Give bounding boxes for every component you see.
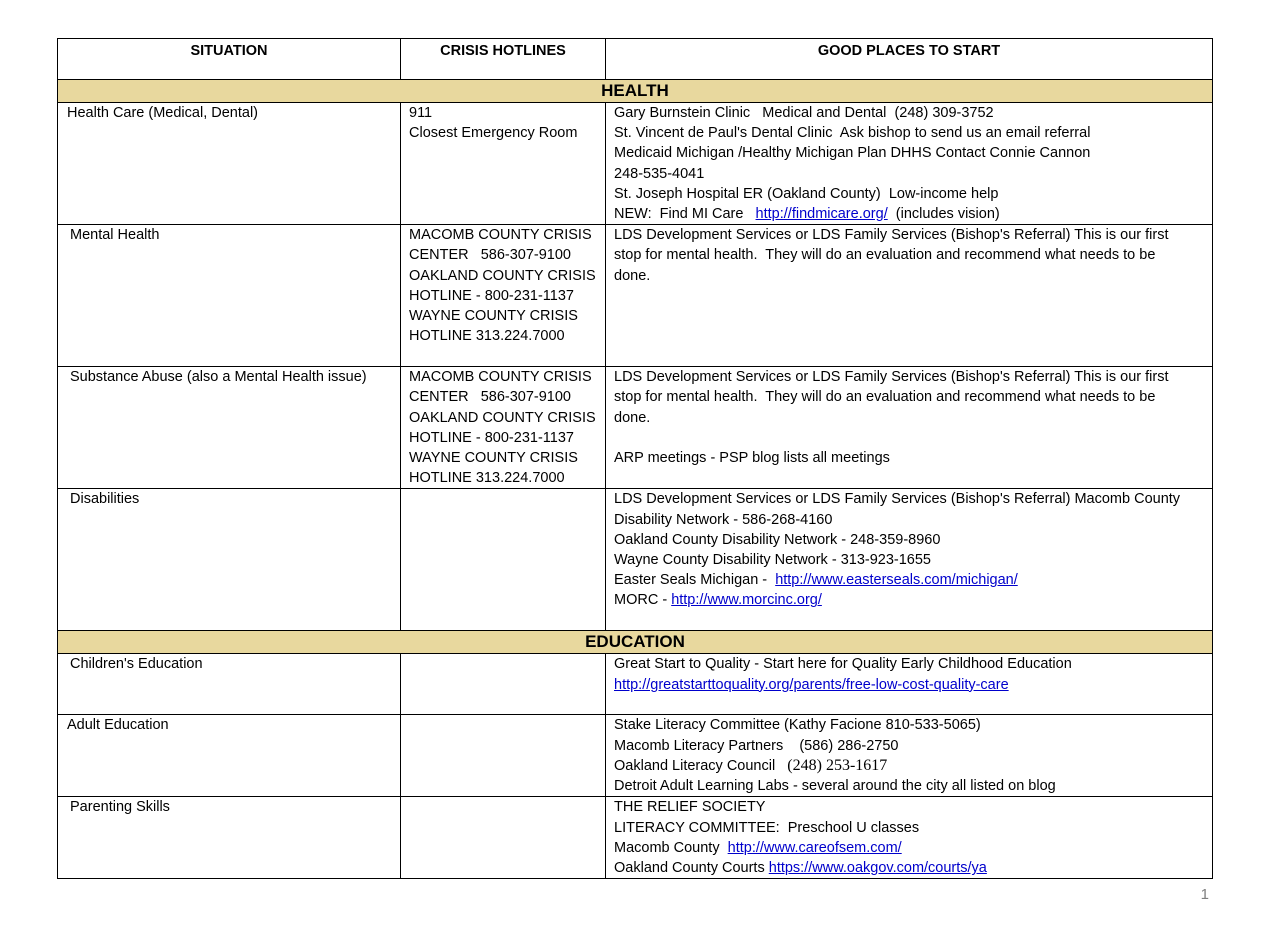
situation-label: Disabilities — [70, 491, 140, 508]
place-line: THE RELIEF SOCIETY — [614, 799, 766, 816]
place-line: Wayne County Disability Network - 313-923-1655 — [614, 552, 931, 569]
table-row — [58, 654, 1213, 715]
place-line: LITERACY COMMITTEE: Preschool U classes — [614, 819, 920, 836]
place-line: done. — [614, 267, 651, 284]
situation-label: Adult Education — [67, 717, 169, 734]
hotline-line: OAKLAND COUNTY CRISIS — [409, 267, 596, 284]
header-situation: SITUATION — [58, 39, 401, 80]
place-line: Great Start to Quality - Start here for Quality Early Childhood Education — [614, 656, 1072, 673]
table-row — [58, 103, 1213, 225]
places-cell — [606, 654, 1213, 715]
morc-prefix: MORC - — [614, 592, 672, 609]
table-row — [58, 489, 1213, 631]
table-row — [58, 715, 1213, 797]
great-start-link[interactable]: http://greatstarttoquality.org/parents/free-low-cost-quality-care — [614, 676, 1009, 693]
section-education-row — [58, 631, 1213, 654]
hotline-line: HOTLINE - 800-231-1137 — [409, 429, 574, 446]
place-line: Stake Literacy Committee (Kathy Facione 810-533-5065) — [614, 717, 981, 734]
place-line: St. Joseph Hospital ER (Oakland County) Low-income help — [614, 185, 999, 202]
place-line — [614, 838, 1212, 858]
hotline-line: MACOMB COUNTY CRISIS — [409, 369, 592, 386]
hotline-line: CENTER 586-307-9100 — [409, 389, 571, 406]
hotlines-cell — [401, 654, 606, 715]
oakland-literacy-label: Oakland Literacy Council — [614, 757, 788, 774]
situation-label: Parenting Skills — [70, 799, 170, 816]
place-line: Medicaid Michigan /Healthy Michigan Plan DHHS Contact Connie Cannon — [614, 145, 1091, 162]
hotline-line: WAYNE COUNTY CRISIS — [409, 450, 578, 467]
table-row — [58, 225, 1213, 367]
oakland-courts-label: Oakland County Courts — [614, 860, 769, 877]
place-line: done. — [614, 409, 651, 426]
place-line — [614, 590, 1212, 610]
place-line — [614, 675, 1212, 695]
place-line: Gary Burnstein Clinic Medical and Dental (248) 309-3752 — [614, 105, 994, 121]
place-line: LDS Development Services or LDS Family Services (Bishop's Referral) Macomb County — [614, 491, 1181, 508]
hotlines-cell — [401, 103, 606, 225]
easter-seals-link[interactable]: http://www.easterseals.com/michigan/ — [775, 572, 1018, 589]
hotlines-cell — [401, 715, 606, 797]
hotline-line: WAYNE COUNTY CRISIS — [409, 308, 578, 325]
place-line: stop for mental health. They will do an evaluation and recommend what needs to be — [614, 389, 1156, 406]
places-cell — [606, 367, 1213, 489]
place-line — [614, 204, 1212, 224]
oakgov-courts-link[interactable]: https://www.oakgov.com/courts/ya — [768, 860, 987, 877]
situation-label: Children's Education — [70, 656, 203, 673]
morc-link[interactable]: http://www.morcinc.org/ — [671, 592, 822, 609]
place-line: Detroit Adult Learning Labs - several around the city all listed on blog — [614, 778, 1056, 795]
macomb-county-label: Macomb County — [614, 839, 728, 856]
header-good-places: GOOD PLACES TO START — [606, 39, 1213, 80]
hotlines-cell — [401, 367, 606, 489]
header-crisis-hotlines: CRISIS HOTLINES — [401, 39, 606, 80]
places-cell — [606, 797, 1213, 879]
findmicare-link[interactable]: http://findmicare.org/ — [755, 206, 888, 223]
place-line: ARP meetings - PSP blog lists all meetings — [614, 450, 890, 467]
section-education-title: EDUCATION — [58, 631, 1213, 654]
situation-cell — [58, 367, 401, 489]
hotline-line: OAKLAND COUNTY CRISIS — [409, 409, 596, 426]
mi-care-suffix: (includes vision) — [887, 206, 1000, 223]
situation-cell — [58, 797, 401, 879]
table-row — [58, 367, 1213, 489]
hotline-line: 911 — [409, 105, 433, 121]
hotlines-cell — [401, 489, 606, 631]
place-line — [614, 570, 1212, 590]
hotlines-cell — [401, 225, 606, 367]
hotline-line: MACOMB COUNTY CRISIS — [409, 227, 592, 244]
situation-cell — [58, 715, 401, 797]
resource-table — [57, 38, 1213, 879]
place-line: Oakland County Disability Network - 248-359-8960 — [614, 531, 941, 548]
place-line: stop for mental health. They will do an evaluation and recommend what needs to be — [614, 247, 1156, 264]
situation-cell — [58, 103, 401, 225]
hotline-line: CENTER 586-307-9100 — [409, 247, 571, 264]
mi-care-prefix: NEW: Find MI Care — [614, 206, 756, 223]
page-number: 1 — [1200, 886, 1209, 903]
place-line: Macomb Literacy Partners (586) 286-2750 — [614, 737, 899, 754]
situation-cell — [58, 489, 401, 631]
places-cell — [606, 715, 1213, 797]
situation-label: Mental Health — [70, 227, 160, 244]
situation-label: Health Care (Medical, Dental) — [67, 105, 258, 121]
easter-seals-prefix: Easter Seals Michigan - — [614, 572, 776, 589]
situation-cell — [58, 225, 401, 367]
hotline-line: Closest Emergency Room — [409, 125, 578, 142]
hotline-line: HOTLINE - 800-231-1137 — [409, 287, 574, 304]
situation-cell — [58, 654, 401, 715]
place-line: LDS Development Services or LDS Family Services (Bishop's Referral) This is our first — [614, 369, 1169, 386]
place-line: St. Vincent de Paul's Dental Clinic Ask bishop to send us an email referral — [614, 125, 1091, 142]
section-health-row — [58, 80, 1213, 103]
place-line — [614, 756, 1212, 776]
section-health-title: HEALTH — [58, 80, 1213, 103]
hotlines-cell — [401, 797, 606, 879]
situation-label: Substance Abuse (also a Mental Health issue) — [70, 369, 367, 386]
places-cell — [606, 489, 1213, 631]
places-cell — [606, 103, 1213, 225]
places-cell — [606, 225, 1213, 367]
oakland-literacy-phone: (248) 253-1617 — [787, 756, 888, 774]
place-line: 248-535-4041 — [614, 165, 705, 182]
careofsem-link[interactable]: http://www.careofsem.com/ — [727, 839, 902, 856]
hotline-line: HOTLINE 313.224.7000 — [409, 470, 565, 487]
place-line: Disability Network - 586-268-4160 — [614, 511, 833, 528]
blank-line — [614, 428, 1212, 448]
place-line: LDS Development Services or LDS Family Services (Bishop's Referral) This is our first — [614, 227, 1169, 244]
table-row — [58, 797, 1213, 879]
header-row — [58, 39, 1213, 80]
place-line — [614, 858, 1212, 878]
hotline-line: HOTLINE 313.224.7000 — [409, 328, 565, 345]
